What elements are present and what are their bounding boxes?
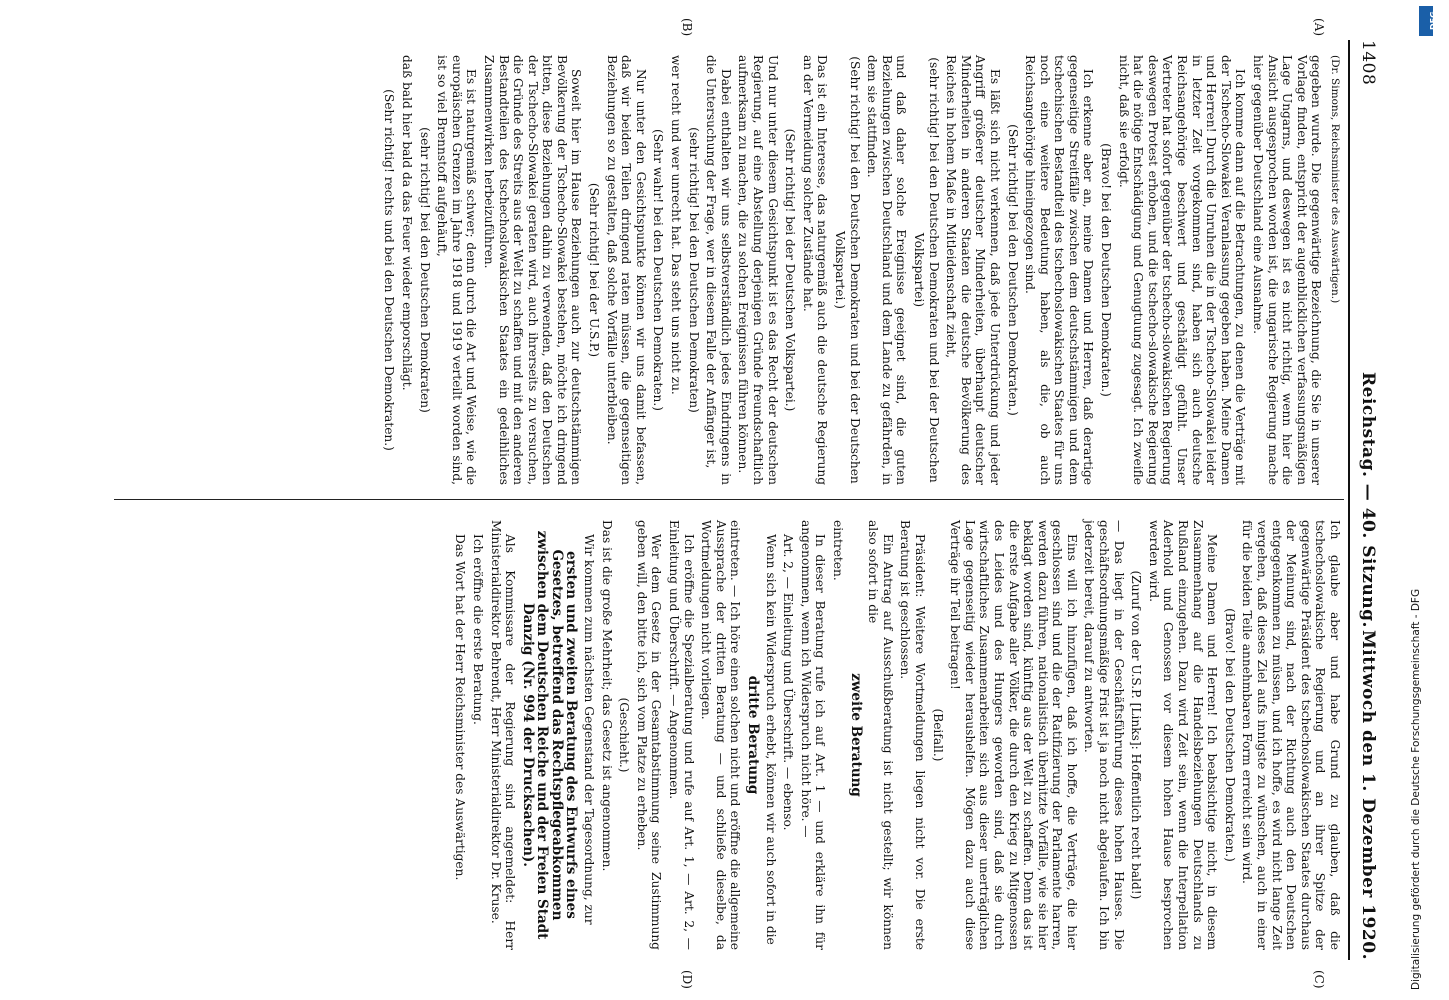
paragraph: Das Wort hat der Herr Reichsminister des Auswärtigen. <box>453 534 468 881</box>
paragraph: Eins will ich hinzufügen, daß ich hoffe, die Verträge, die hier geschlossen sind und die der Ratifizierung der Parlamente harren, werden dazu führen, nationalistisch überhitzte Vorfälle, wie sie hier beklagt worden sind, künftig aus der Welt zu schaffen. Denn das ist die erste Aufgabe aller Völker, die durch den Krieg zu Mitgenossen des Leides und des Hungers geworden sind, daß sie durch wirtschaftliches Zusammenarbeiten sich aus dieser unerträglichen Lage gegenseitig wieder heraushelfen. Mögen dazu auch diese Verträge ihr Teil beitragen! <box>948 520 1079 950</box>
funding-note: Digitalisierung gefördert durch die Deutsche Forschungsgemeinschaft - DFG <box>1410 588 1422 990</box>
president-statement: Präsident: Weitere Wortmeldungen liegen nicht vor. Die erste Beratung ist geschlossen. <box>898 520 927 950</box>
paragraph: — Das liegt in der Geschäftsführung dieses hohen Hauses. Die geschäftsordnungsmäßige Frist ist ja noch nicht abgelaufen. Ich bin jederzeit bereit, darauf zu antworten. <box>1082 520 1126 950</box>
paragraph: Art. 2, — Einleitung und Überschrift. — ebenso. <box>781 534 796 831</box>
margin-mark-b: (B) <box>680 18 694 37</box>
paragraph: Ich eröffne die erste Beratung. <box>470 534 485 725</box>
section-heading: dritte Beratung <box>745 675 762 795</box>
paragraph: Soweit hier im Hause Beziehungen auch zur deutschstämmigen Bevölkerung der Tschecho-Slowakei bestehen, möchte ich dringend bitten, diese Beziehungen dahin zu verwenden, daß den Deutschen der Tschecho-Slowakei geraten wird, auch ihrerseits zu versuchen, die Gründe des Streits aus der Welt zu schaffen und mit den anderen Bestandteilen des tschechoslowakischen Staates ein gedeihliches Zusammenwirken herbeizuführen. <box>481 55 584 485</box>
dfg-logo: DFG <box>1419 6 1433 36</box>
interjection: (Sehr richtig! rechts und bei den Deutschen Demokraten.) <box>382 89 397 451</box>
interjection: (Bravo! bei den Deutschen Demokraten.) <box>1099 143 1114 397</box>
interjection: (Beifall.) <box>930 708 945 762</box>
interjection: (sehr richtig! bei den Deutschen Demokraten) <box>686 127 701 413</box>
margin-mark-d: (D) <box>680 970 694 989</box>
interjection: (Sehr wahr! bei den Deutschen Demokraten.) <box>651 128 666 412</box>
paragraph: Ich eröffne die Spezialberatung und rufe auf Art. 1, — Art. 2, — Einleitung und Überschrift. — Angenommen. <box>667 520 696 950</box>
page-header <box>1352 40 1384 960</box>
left-column <box>102 55 1342 485</box>
paragraph: In dieser Beratung rufe ich auf Art. 1 — und erkläre ihn für angenommen, wenn ich Widerspruch nicht höre. — <box>798 520 828 950</box>
paragraph: Ein Antrag auf Ausschußberatung ist nicht gestellt; wir können also sofort in die <box>866 520 895 950</box>
interjection: (Bravo! bei den Deutschen Demokraten.) <box>1222 608 1237 862</box>
paragraph: Es läßt sich nicht verkennen, daß jede Unterdrückung und jeder Angriff größerer deutscher Minderheiten, überhaupt deutscher Minderheiten in anderen Staaten die deutsche Bevölkerung des Reiches in hohem Maße in Mitleidenschaft zieht, <box>944 55 1002 485</box>
paragraph: Es ist naturgemäß schwer; denn durch die Art und Weise, wie die europäischen Grenzen im Jahre 1918 und 1919 verteilt worden sind, ist so viel Brennstoff aufgehäuft, <box>435 55 479 485</box>
paragraph: Ich glaube aber und habe Grund zu glauben, daß die tschechoslowakische Regierung und an ihrer Spitze der gegenwärtige Präsident des tschechoslowakischen Staates durchaus der Meinung sind, nach der Richtung auch den Deutschen entgegenkommen zu müssen, und ich hoffe, es wird nicht lange Zeit vergehen, daß dieses Ziel aufs innigste zu wünschen, auch in einer für die beiden Teile annehmbaren Form erreicht sein wird. <box>1240 520 1342 950</box>
page-number: 1408 <box>1358 40 1378 86</box>
section-heading: zweite Beratung <box>847 673 864 797</box>
agenda-item-heading: ersten und zweiten Beratung des Entwurfs eines Gesetzes, betreffend das Rechtspflegeabkommen zwischen dem Deutschen Reiche und der Freien Stadt Danzig (Nr. 994 der Drucksachen). <box>519 530 580 940</box>
paragraph: Das ist ein Interesse, das naturgemäß auch die deutsche Regierung an der Vermeidung solcher Zustände hat. <box>800 55 830 485</box>
header-rule <box>1348 40 1350 960</box>
paragraph: Wir kommen zum nächsten Gegenstand der Tagesordnung, zur <box>582 534 597 925</box>
paragraph: Das ist die große Mehrheit; das Gesetz ist angenommen. <box>599 520 614 872</box>
paragraph: Ich erkenne aber an, meine Damen und Herren, daß derartige gegenseitige Streitfälle zwischen dem deutschstämmigen und dem tschechischen Bestandteil des tschechoslowakischen Staates für uns noch eine weitere Bedeutung haben, als die, ob auch Reichsangehörige hineingezogen sind. <box>1023 55 1096 485</box>
paragraph: Ich komme dann auf die Betrachtungen, zu denen die Verträge mit der Tschecho-Slowakei Veranlassung gegeben haben. Meine Damen und Herren! Durch die Unruhen die in der Tschecho-Slowakei leider in letzter Zeit vorgekommen sind, haben sich auch deutsche Reichsangehörige beschwert und geschädigt gefühlt. Unser Vertreter hat sofort gegenüber der tschecho-slowakischen Regierung deswegen Protest erhoben, und die tschecho-slowakische Regierung hat die nötige Entschädigung und Genugtuung zugesagt. Ich zweifle nicht, daß sie erfolgt. <box>1116 55 1248 485</box>
interjection: (sehr richtig! bei den Deutschen Demokraten) <box>417 127 432 413</box>
right-column <box>102 520 1342 950</box>
paragraph: Wenn sich kein Widerspruch erhebt, können wir auch sofort in die <box>763 534 778 945</box>
paragraph: und daß daher solche Ereignisse geeignet sind, die guten Beziehungen zwischen Deutschland und dem Lande zu gefährden, in dem sie stattfinden. <box>865 55 909 485</box>
margin-mark-a: (A) <box>1312 18 1326 37</box>
interjection: (Zuruf von der U.S.P. [Links]: Hoffentlich recht bald!) <box>1129 570 1144 900</box>
session-date: Mittwoch den 1. Dezember 1920. <box>1358 629 1378 960</box>
paragraph: Und nur unter diesem Gesichtspunkt ist es das Recht der deutschen Regierung, auf eine Abstellung derjenigen Gründe freundschaftlich aufmerksam zu machen, die zu solchen Ereignissen führen können. <box>736 55 780 485</box>
paragraph: gegeben wurde. Die gegenwärtige Bezeichnung, die Sie in unserer Vorlage finden, entspricht der augenblicklichen verfassungsmäßigen Lage Ungarns, und deswegen ist es nicht richtig, wenn hier die Ansicht ausgesprochen worden ist, die ungarische Regierung mache hier gegenüber Deutschland eine Ausnahme. <box>1251 55 1324 485</box>
interjection: (sehr richtig! bei den Deutschen Demokraten und bei der Deutschen Volkspartei) <box>911 57 941 483</box>
interjection: (Sehr richtig! bei den Deutschen Demokraten und bei der Deutschen Volkspartei.) <box>833 56 862 484</box>
paragraph: Wer dem Gesetz in der Gesamtabstimmung seine Zustimmung geben will, den bitte ich, sich vom Platze zu erheben. <box>634 520 664 950</box>
interjection: (Sehr richtig! bei den Deutschen Demokraten.) <box>1005 124 1020 416</box>
session-title: Reichstag. — 40. Sitzung. <box>1358 372 1378 628</box>
paragraph: eintreten. <box>831 520 845 581</box>
interjection: (Sehr richtig! bei der U.S.P.) <box>587 182 602 358</box>
speaker-label: (Dr. Simons, Reichsminister des Auswärtigen.) <box>1329 55 1341 304</box>
paragraph: eintreten. — Ich höre einen solchen nicht und eröffne die allgemeine Aussprache der dritten Beratung — und schließe dieselbe, da Wortmeldungen nicht vorliegen. <box>699 520 743 950</box>
paragraph: Meine Damen und Herren! Ich beabsichtige nicht, in diesem Zusammenhang auf die Handelsbeziehungen Deutschlands zu Rußland einzugehen. Dazu wird Zeit sein, wenn die Interpellation Aderhold und Genossen vor diesem hohen Hause besprochen werden wird. <box>1146 520 1220 950</box>
margin-mark-c: (C) <box>1312 970 1326 989</box>
paragraph: wer recht und wer unrecht hat. Das steht uns nicht zu. <box>669 55 684 395</box>
column-divider <box>114 499 1344 500</box>
paragraph: daß bald hier bald da das Feuer wieder emporschlägt. <box>399 55 414 391</box>
interjection: (Sehr richtig! bei der Deutschen Volkspartei.) <box>783 128 798 412</box>
paragraph: Dabei enthalten wir uns selbstverständlich jedes Eindringens in die Untersuchung der Frage, wer in diesem Falle der Anfänger ist, <box>704 55 733 485</box>
paragraph: Als Kommissare der Regierung sind angemeldet: Herr Ministerialdirektor Behrendt, Herr Ministerialdirektor Dr. Kruse. <box>488 520 518 950</box>
paragraph: Nur unter den Gesichtspunkte können wir uns damit befassen, daß wir beiden Teilen dringend raten müssen, die gegenseitigen Beziehungen so zu gestalten, daß solche Vorfälle unterbleiben. <box>604 55 648 485</box>
interjection: (Geschieht.) <box>617 697 632 773</box>
